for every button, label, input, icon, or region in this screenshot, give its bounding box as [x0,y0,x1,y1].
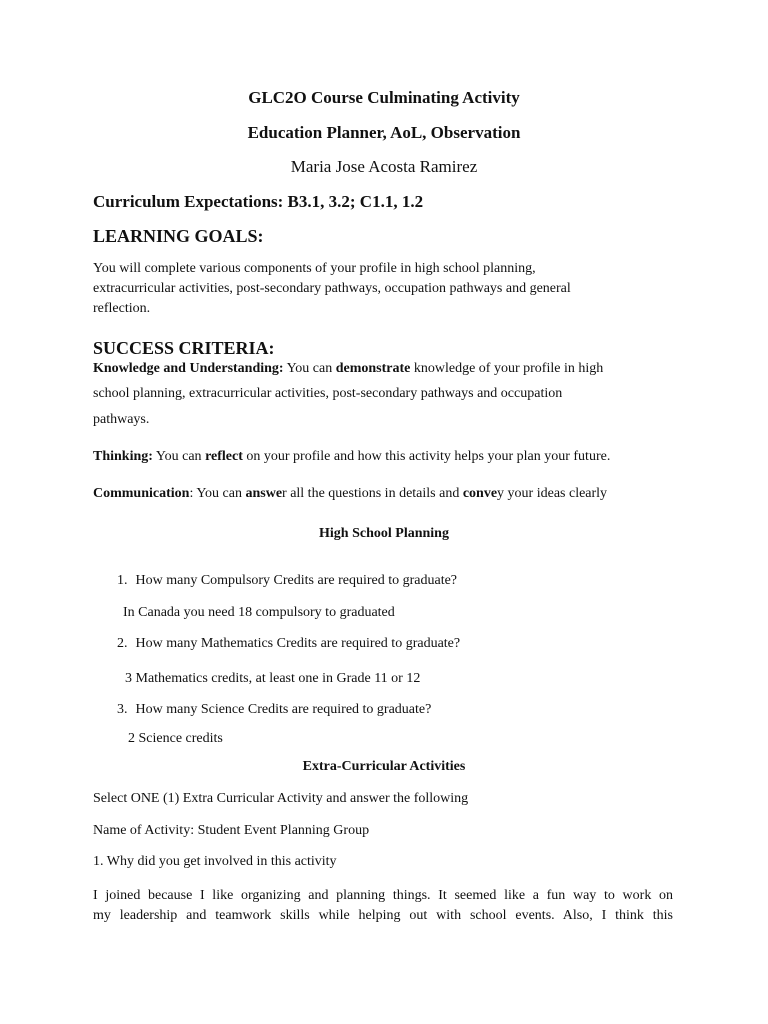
criteria-knowledge [93,361,603,377]
success-criteria-heading: SUCCESS CRITERIA: [93,338,275,358]
criteria-knowledge-line-3: pathways. [93,412,150,427]
criteria-knowledge-text-2: knowledge of your profile in high [410,361,604,376]
document-title: GLC2O Course Culminating Activity [248,88,520,107]
answer-1: In Canada you need 18 compulsory to graduated [123,605,395,620]
learning-goals-line-3: reflection. [93,301,151,316]
question-3 [117,702,431,718]
criteria-knowledge-label: Knowledge and Understanding: [93,361,284,376]
learning-goals-line-1: You will complete various components of your profile in high school planning, [93,261,536,276]
answer-3: 2 Science credits [128,731,223,746]
question-1-number: 1. [117,573,128,588]
criteria-communication-text-2: r all the questions in details and [282,486,463,501]
question-1 [117,573,457,589]
extra-curricular-heading: Extra-Curricular Activities [302,759,466,774]
criteria-thinking-label: Thinking: [93,449,153,464]
question-2-text: How many Mathematics Credits are required to graduate? [135,636,461,651]
activity-name: Name of Activity: Student Event Planning Group [93,823,370,838]
learning-goals-heading: LEARNING GOALS: [93,226,264,246]
criteria-thinking-text: You can [152,449,206,464]
answer-2: 3 Mathematics credits, at least one in Grade 11 or 12 [125,671,421,686]
criteria-communication [93,486,607,502]
criteria-communication-keyword-2: conve [462,486,498,501]
criteria-knowledge-keyword: demonstrate [335,361,411,376]
criteria-communication-text: : You can [189,486,246,501]
question-3-number: 3. [117,702,128,717]
criteria-knowledge-line-2: school planning, extracurricular activities, post-secondary pathways and occupation [93,386,563,401]
question-1-text: How many Compulsory Credits are required to graduate? [135,573,458,588]
document-subtitle: Education Planner, AoL, Observation [247,123,521,142]
author-name: Maria Jose Acosta Ramirez [290,157,478,176]
criteria-communication-text-3: y your ideas clearly [497,486,608,501]
learning-goals-line-2: extracurricular activities, post-secondary pathways, occupation pathways and general [93,281,571,296]
question-2 [117,636,460,652]
high-school-planning-heading: High School Planning [319,526,449,541]
curriculum-expectations: Curriculum Expectations: B3.1, 3.2; C1.1, 1.2 [93,192,424,211]
criteria-communication-label: Communication [93,486,190,501]
question-2-number: 2. [117,636,128,651]
extra-curricular-instruction: Select ONE (1) Extra Curricular Activity and answer the following [93,791,469,806]
criteria-thinking-text-2: on your profile and how this activity helps your plan your future. [242,449,611,464]
extra-curricular-answer-line-1: I joined because I like organizing and planning things. It seemed like a fun way to work on [93,888,673,903]
extra-curricular-question-1: 1. Why did you get involved in this activity [93,854,337,869]
criteria-thinking [93,449,610,465]
criteria-knowledge-text: You can [283,361,336,376]
extra-curricular-answer-line-2: my leadership and teamwork skills while helping out with school events. Also, I think this [93,908,673,923]
criteria-thinking-keyword: reflect [205,449,243,464]
question-3-text: How many Science Credits are required to graduate? [135,702,432,717]
criteria-communication-keyword-1: answe [245,486,283,501]
